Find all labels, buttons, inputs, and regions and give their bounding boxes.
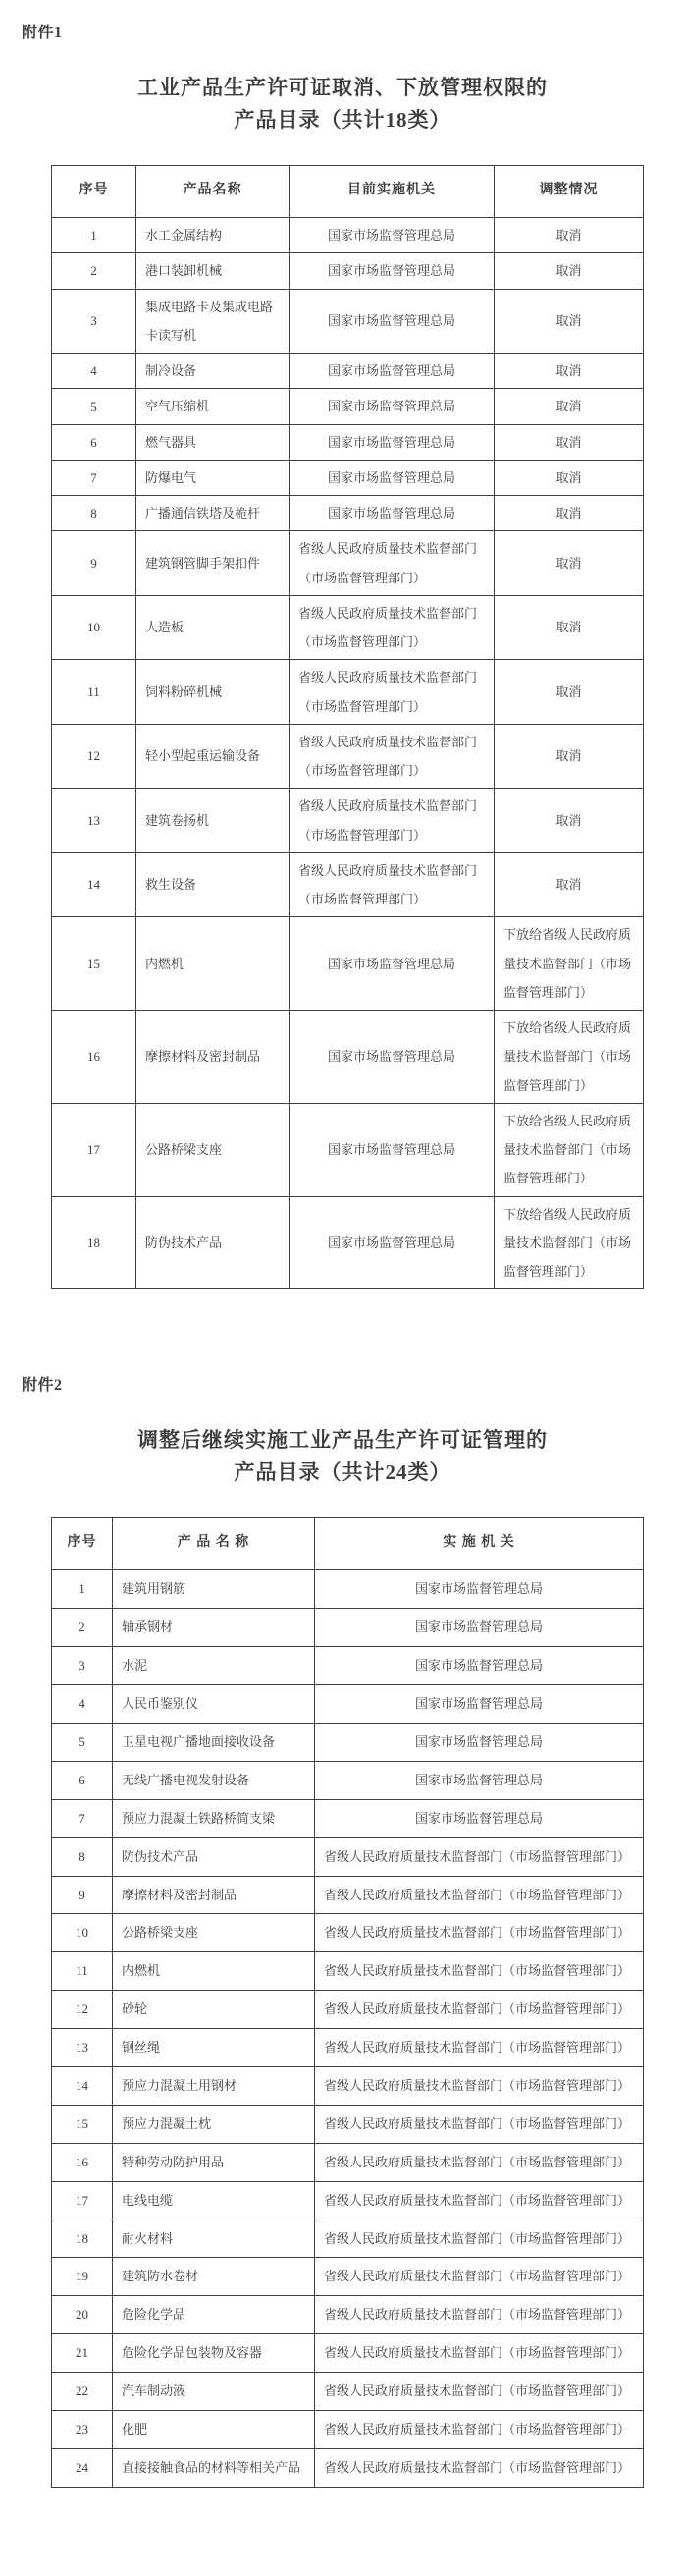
cell-row-number: 10 [52,595,136,660]
attachment2-title [39,1424,646,1488]
cell-row-number: 16 [52,1011,136,1104]
cell-current-agency: 省级人民政府质量技术监督部门（市场监督管理部门） [290,595,495,660]
cell-implementing-agency: 国家市场监督管理总局 [315,1761,644,1799]
cell-current-agency: 国家市场监督管理总局 [290,460,495,495]
table-row [52,2373,644,2411]
cell-product-name: 广播通信铁塔及桅杆 [136,496,290,531]
cell-product-name: 预应力混凝土枕 [113,2105,315,2143]
attachment1-label: 附件1 [22,25,63,41]
cell-product-name: 内燃机 [113,1952,315,1991]
cell-implementing-agency: 省级人民政府质量技术监督部门（市场监督管理部门） [315,1991,644,2029]
column-header-product-name: 产品名称 [136,166,290,218]
cell-implementing-agency: 省级人民政府质量技术监督部门（市场监督管理部门） [315,2105,644,2143]
attachment2-section [0,1289,685,2487]
header-row [52,166,644,218]
cell-product-name: 危险化学品 [113,2296,315,2334]
cell-row-number: 3 [52,289,136,354]
cell-row-number: 8 [52,496,136,531]
cell-row-number: 2 [52,253,136,289]
cell-row-number: 2 [52,1609,113,1647]
cell-row-number: 15 [52,917,136,1011]
column-header-row-number: 序号 [52,1518,113,1570]
table-row [52,218,644,253]
cell-product-name: 救生设备 [136,852,290,917]
cell-row-number: 8 [52,1837,113,1876]
cell-row-number: 20 [52,2296,113,2334]
cell-adjustment-status: 取消 [495,253,644,289]
cell-current-agency: 国家市场监督管理总局 [290,424,495,460]
table-row [52,2067,644,2106]
cell-implementing-agency: 省级人民政府质量技术监督部门（市场监督管理部门） [315,2220,644,2258]
cell-product-name: 防伪技术产品 [136,1196,290,1289]
cell-row-number: 13 [52,2029,113,2067]
cell-product-name: 防爆电气 [136,460,290,495]
column-header-current-agency: 目前实施机关 [290,166,495,218]
cell-adjustment-status: 取消 [495,595,644,660]
cell-product-name: 摩擦材料及密封制品 [113,1876,315,1914]
cell-product-name: 燃气器具 [136,424,290,460]
cell-implementing-agency: 省级人民政府质量技术监督部门（市场监督管理部门） [315,2373,644,2411]
cell-product-name: 卫星电视广播地面接收设备 [113,1724,315,1762]
table-row [52,1876,644,1914]
table-row [52,724,644,789]
table-row [52,1647,644,1685]
cell-current-agency: 国家市场监督管理总局 [290,218,495,253]
cell-row-number: 17 [52,2181,113,2220]
attachment1-title [39,72,646,136]
cell-product-name: 砂轮 [113,1991,315,2029]
cell-row-number: 5 [52,1724,113,1762]
table-row [52,1196,644,1289]
cell-row-number: 6 [52,1761,113,1799]
cell-product-name: 制冷设备 [136,354,290,389]
table-row [52,354,644,389]
table-row [52,460,644,495]
cell-implementing-agency: 省级人民政府质量技术监督部门（市场监督管理部门） [315,2296,644,2334]
table-row [52,1685,644,1724]
cell-row-number: 17 [52,1103,136,1196]
cell-product-name: 无线广播电视发射设备 [113,1761,315,1799]
cell-adjustment-status: 取消 [495,660,644,725]
continued-license-products-table [51,1517,644,2487]
cell-row-number: 14 [52,852,136,917]
cell-product-name: 钢丝绳 [113,2029,315,2067]
cell-product-name: 人民币鉴别仪 [113,1685,315,1724]
table1-body [52,218,644,1289]
cell-product-name: 空气压缩机 [136,389,290,424]
cell-adjustment-status: 取消 [495,389,644,424]
table-row [52,2220,644,2258]
cell-current-agency: 国家市场监督管理总局 [290,1103,495,1196]
cell-current-agency: 国家市场监督管理总局 [290,1196,495,1289]
cell-adjustment-status: 取消 [495,852,644,917]
cell-product-name: 水工金属结构 [136,218,290,253]
cell-product-name: 轴承钢材 [113,1609,315,1647]
cell-row-number: 23 [52,2411,113,2449]
cell-row-number: 11 [52,660,136,725]
cell-row-number: 15 [52,2105,113,2143]
cell-row-number: 19 [52,2258,113,2296]
table-row [52,389,644,424]
cell-implementing-agency: 省级人民政府质量技术监督部门（市场监督管理部门） [315,2258,644,2296]
cell-adjustment-status: 取消 [495,354,644,389]
table-row [52,595,644,660]
cancelled-delegated-products-table [51,165,644,1289]
cell-current-agency: 省级人民政府质量技术监督部门（市场监督管理部门） [290,531,495,596]
cell-current-agency: 国家市场监督管理总局 [290,917,495,1011]
cell-product-name: 电线电缆 [113,2181,315,2220]
cell-row-number: 18 [52,2220,113,2258]
table-row [52,660,644,725]
cell-row-number: 21 [52,2334,113,2373]
table-row [52,1837,644,1876]
cell-row-number: 18 [52,1196,136,1289]
cell-implementing-agency: 国家市场监督管理总局 [315,1799,644,1837]
cell-implementing-agency: 国家市场监督管理总局 [315,1724,644,1762]
cell-current-agency: 国家市场监督管理总局 [290,389,495,424]
cell-product-name: 摩擦材料及密封制品 [136,1011,290,1104]
cell-implementing-agency: 国家市场监督管理总局 [315,1685,644,1724]
table-row [52,852,644,917]
table-row [52,2411,644,2449]
cell-implementing-agency: 省级人民政府质量技术监督部门（市场监督管理部门） [315,1837,644,1876]
cell-product-name: 水泥 [113,1647,315,1685]
cell-product-name: 化肥 [113,2411,315,2449]
cell-adjustment-status: 取消 [495,724,644,789]
cell-product-name: 公路桥梁支座 [136,1103,290,1196]
cell-product-name: 建筑用钢筋 [113,1570,315,1609]
cell-row-number: 10 [52,1914,113,1952]
table-row [52,2105,644,2143]
table-row [52,789,644,853]
cell-implementing-agency: 国家市场监督管理总局 [315,1609,644,1647]
cell-adjustment-status: 取消 [495,424,644,460]
cell-row-number: 6 [52,424,136,460]
cell-product-name: 汽车制动液 [113,2373,315,2411]
cell-row-number: 1 [52,1570,113,1609]
cell-implementing-agency: 国家市场监督管理总局 [315,1647,644,1685]
attachment2-title-line2: 产品目录（共计24类） [234,1459,451,1484]
cell-product-name: 集成电路卡及集成电路卡读写机 [136,289,290,354]
cell-row-number: 11 [52,1952,113,1991]
cell-product-name: 建筑钢管脚手架扣件 [136,531,290,596]
table-row [52,253,644,289]
cell-row-number: 14 [52,2067,113,2106]
cell-product-name: 直接接触食品的材料等相关产品 [113,2448,315,2487]
cell-row-number: 12 [52,1991,113,2029]
table-row [52,1952,644,1991]
cell-row-number: 12 [52,724,136,789]
cell-row-number: 7 [52,460,136,495]
table-row [52,2181,644,2220]
cell-row-number: 4 [52,354,136,389]
cell-row-number: 7 [52,1799,113,1837]
cell-implementing-agency: 省级人民政府质量技术监督部门（市场监督管理部门） [315,2181,644,2220]
cell-row-number: 22 [52,2373,113,2411]
cell-adjustment-status: 取消 [495,460,644,495]
cell-implementing-agency: 省级人民政府质量技术监督部门（市场监督管理部门） [315,1876,644,1914]
cell-implementing-agency: 国家市场监督管理总局 [315,1570,644,1609]
header-row [52,1518,644,1570]
attachment1-title-line2: 产品目录（共计18类） [234,107,451,132]
table-row [52,2029,644,2067]
cell-product-name: 耐火材料 [113,2220,315,2258]
cell-current-agency: 国家市场监督管理总局 [290,354,495,389]
cell-product-name: 预应力混凝土铁路桥简支梁 [113,1799,315,1837]
cell-adjustment-status: 取消 [495,496,644,531]
cell-row-number: 9 [52,531,136,596]
cell-implementing-agency: 省级人民政府质量技术监督部门（市场监督管理部门） [315,2143,644,2181]
cell-row-number: 4 [52,1685,113,1724]
cell-current-agency: 国家市场监督管理总局 [290,1011,495,1104]
cell-adjustment-status: 取消 [495,289,644,354]
table-row [52,1103,644,1196]
cell-adjustment-status: 下放给省级人民政府质量技术监督部门（市场监督管理部门） [495,917,644,1011]
cell-product-name: 饲料粉碎机械 [136,660,290,725]
cell-implementing-agency: 省级人民政府质量技术监督部门（市场监督管理部门） [315,2411,644,2449]
cell-product-name: 防伪技术产品 [113,1837,315,1876]
table-row [52,496,644,531]
cell-row-number: 9 [52,1876,113,1914]
cell-product-name: 轻小型起重运输设备 [136,724,290,789]
cell-implementing-agency: 省级人民政府质量技术监督部门（市场监督管理部门） [315,2448,644,2487]
table-row [52,424,644,460]
cell-adjustment-status: 下放给省级人民政府质量技术监督部门（市场监督管理部门） [495,1196,644,1289]
attachment2-title-line1: 调整后继续实施工业产品生产许可证管理的 [137,1428,548,1452]
cell-current-agency: 国家市场监督管理总局 [290,289,495,354]
table-row [52,1914,644,1952]
cell-product-name: 特种劳动防护用品 [113,2143,315,2181]
cell-product-name: 建筑防水卷材 [113,2258,315,2296]
cell-current-agency: 国家市场监督管理总局 [290,496,495,531]
column-header-implementing-agency: 实 施 机 关 [315,1518,644,1570]
cell-implementing-agency: 省级人民政府质量技术监督部门（市场监督管理部门） [315,2334,644,2373]
table-row [52,2258,644,2296]
cell-implementing-agency: 省级人民政府质量技术监督部门（市场监督管理部门） [315,2029,644,2067]
table-row [52,1991,644,2029]
cell-product-name: 危险化学品包装物及容器 [113,2334,315,2373]
cell-row-number: 1 [52,218,136,253]
table-row [52,917,644,1011]
cell-product-name: 建筑卷扬机 [136,789,290,853]
table2-header [52,1518,644,1570]
table-row [52,2296,644,2334]
column-header-row-number: 序号 [52,166,136,218]
cell-adjustment-status: 下放给省级人民政府质量技术监督部门（市场监督管理部门） [495,1103,644,1196]
table2-body [52,1570,644,2487]
cell-current-agency: 省级人民政府质量技术监督部门（市场监督管理部门） [290,852,495,917]
table-row [52,1761,644,1799]
column-header-product-name: 产 品 名 称 [113,1518,315,1570]
table-row [52,2448,644,2487]
table-row [52,1609,644,1647]
cell-adjustment-status: 取消 [495,218,644,253]
column-header-adjustment-status: 调整情况 [495,166,644,218]
table-row [52,1724,644,1762]
cell-product-name: 人造板 [136,595,290,660]
cell-product-name: 内燃机 [136,917,290,1011]
cell-product-name: 预应力混凝土用钢材 [113,2067,315,2106]
cell-product-name: 公路桥梁支座 [113,1914,315,1952]
table-row [52,2334,644,2373]
cell-row-number: 24 [52,2448,113,2487]
cell-adjustment-status: 下放给省级人民政府质量技术监督部门（市场监督管理部门） [495,1011,644,1104]
table-row [52,289,644,354]
table-row [52,1799,644,1837]
table-row [52,2143,644,2181]
attachment2-label: 附件2 [22,1377,63,1395]
table-row [52,531,644,596]
cell-row-number: 3 [52,1647,113,1685]
attachment1-title-line1: 工业产品生产许可证取消、下放管理权限的 [137,76,548,99]
cell-product-name: 港口装卸机械 [136,253,290,289]
cell-current-agency: 国家市场监督管理总局 [290,253,495,289]
cell-adjustment-status: 取消 [495,531,644,596]
table-row [52,1011,644,1104]
cell-adjustment-status: 取消 [495,789,644,853]
table-row [52,1570,644,1609]
cell-current-agency: 省级人民政府质量技术监督部门（市场监督管理部门） [290,660,495,725]
cell-row-number: 5 [52,389,136,424]
table1-header [52,166,644,218]
cell-current-agency: 省级人民政府质量技术监督部门（市场监督管理部门） [290,789,495,853]
cell-row-number: 13 [52,789,136,853]
cell-implementing-agency: 省级人民政府质量技术监督部门（市场监督管理部门） [315,2067,644,2106]
cell-current-agency: 省级人民政府质量技术监督部门（市场监督管理部门） [290,724,495,789]
cell-implementing-agency: 省级人民政府质量技术监督部门（市场监督管理部门） [315,1914,644,1952]
cell-implementing-agency: 省级人民政府质量技术监督部门（市场监督管理部门） [315,1952,644,1991]
cell-row-number: 16 [52,2143,113,2181]
